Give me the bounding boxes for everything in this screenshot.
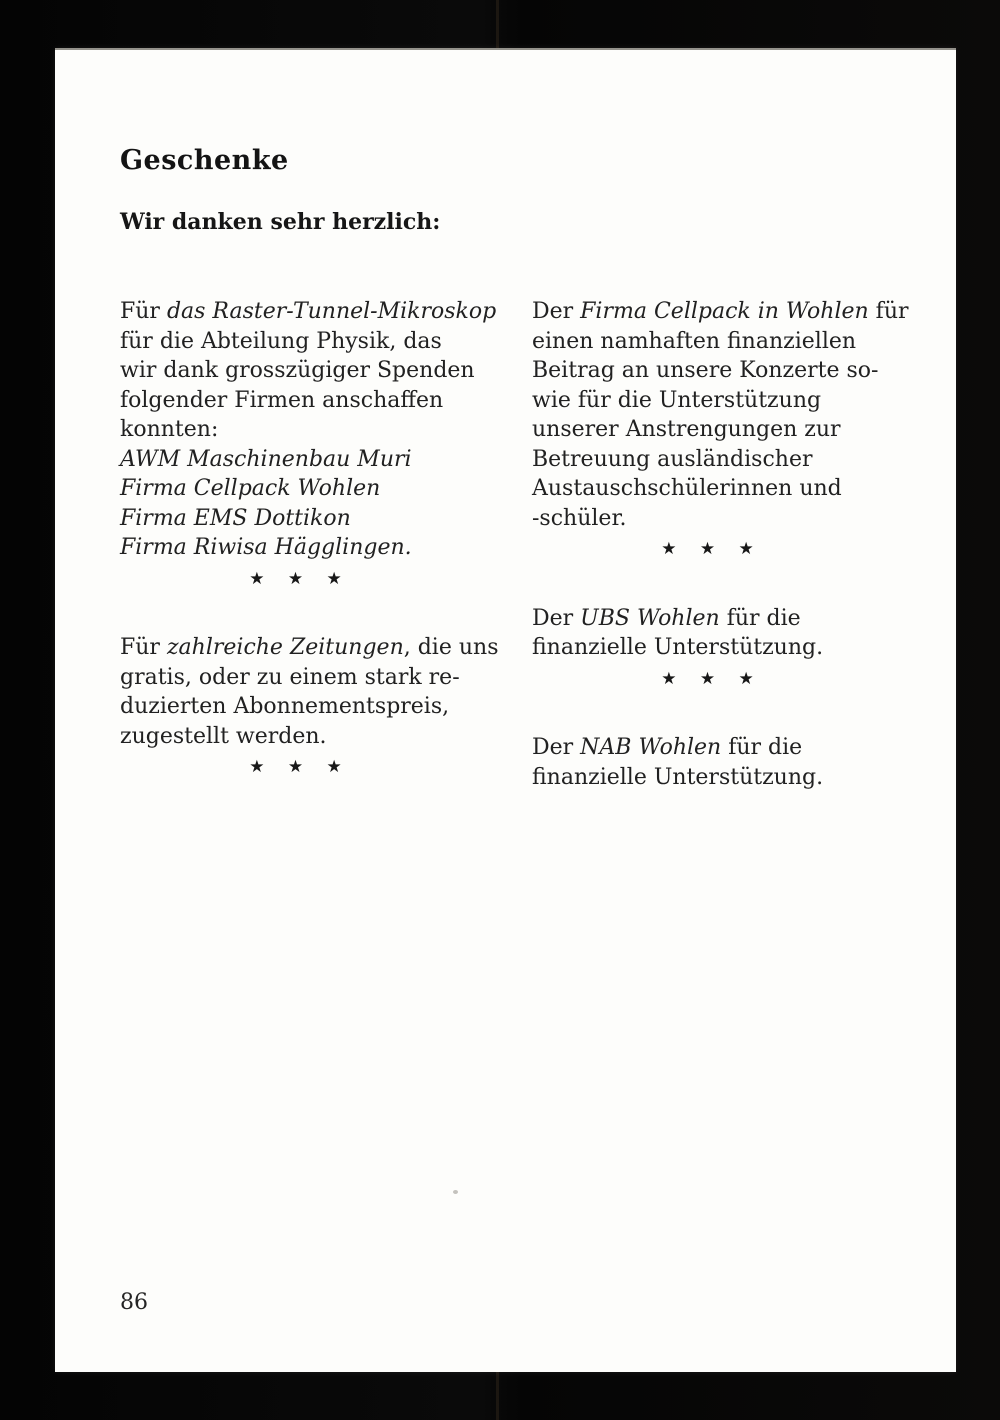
paragraph-line [532,327,934,357]
text-segment: folgender Firmen anschaffen [120,387,444,413]
text-segment: Austauschschülerinnen und [532,476,842,501]
paragraph-line [120,633,522,663]
paragraph-line [120,297,522,327]
text-segment: einen namhaften finanziellen [532,328,857,354]
text-segment: Der [532,735,581,760]
text-segment: wir dank grosszügiger Spenden [120,358,475,383]
paragraph-line [532,386,934,416]
text-segment: Der [532,605,581,631]
text-segment: -schüler. [532,505,627,531]
text-segment: wie für die Unterstützung [532,387,822,413]
paragraph-ubs [532,604,934,663]
paragraph-line [120,504,522,534]
right-text-column [532,297,934,792]
page-number: 86 [120,1290,148,1315]
scan-speck [453,1190,458,1194]
paragraph-nab [532,733,934,792]
text-segment: finanzielle Unterstützung. [532,635,824,660]
text-segment: Betreuung ausländischer [532,446,813,472]
paragraph-line [532,763,934,793]
stars-separator: ★ ★ ★ [661,539,763,559]
text-segment: unserer Anstrengungen zur [532,417,841,442]
text-segment: für die [721,735,803,760]
italic-text-segment: Firma Cellpack Wohlen [120,476,381,501]
italic-text-segment: Firma Riwisa Hägglingen. [120,535,412,560]
document-page [55,48,956,1372]
paragraph-newspapers [120,633,522,751]
stars-separator: ★ ★ ★ [661,668,763,689]
text-segment: finanzielle Unterstützung. [532,764,824,790]
paragraph-line [120,663,522,693]
paragraph-line [532,297,934,327]
paragraph-line [532,604,934,634]
paragraph-line [120,722,522,752]
text-segment: Der [532,299,581,324]
stars-separator: ★ ★ ★ [249,757,351,777]
page-subtitle: Wir danken sehr herzlich: [120,209,441,235]
paragraph-line [532,504,934,534]
text-segment: duzierten Abonnementspreis, [120,694,450,719]
text-segment: konnten: [120,417,219,442]
paragraph-line [532,356,934,386]
paragraph-line [120,533,522,563]
text-segment: für die Abteilung Physik, das [120,328,442,354]
left-text-column [120,297,522,822]
text-segment: Für [120,635,167,660]
paragraph-line [120,327,522,357]
italic-text-segment: NAB Wohlen [580,735,722,760]
paragraph-line [120,356,522,386]
italic-text-segment: Firma Cellpack in Wohlen [580,299,869,324]
paragraph-cellpack [532,297,934,533]
paragraph-line [120,474,522,504]
italic-text-segment: das Raster-Tunnel-Mikroskop [166,299,497,324]
paragraph-line [532,415,934,445]
text-segment: für die [719,605,801,631]
paragraph-line [532,474,934,504]
paragraph-line [120,415,522,445]
italic-text-segment: UBS Wohlen [580,605,720,631]
text-segment: für [868,299,909,324]
page-title: Geschenke [120,145,289,176]
paragraph-microscope-donors [120,297,522,563]
stars-separator: ★ ★ ★ [249,568,351,589]
paragraph-line [120,445,522,475]
paragraph-line [532,633,934,663]
text-segment: zugestellt werden. [120,723,327,749]
text-segment: gratis, oder zu einem stark re- [120,664,460,690]
text-segment: Beitrag an unsere Konzerte so- [532,358,879,383]
paragraph-line [120,386,522,416]
text-segment: Für [120,299,167,324]
italic-text-segment: AWM Maschinenbau Muri [120,446,412,472]
italic-text-segment: Firma EMS Dottikon [120,505,351,531]
italic-text-segment: zahlreiche Zeitungen [166,635,404,660]
paragraph-line [120,692,522,722]
paragraph-line [532,445,934,475]
text-segment: , die uns [403,635,499,660]
paragraph-line [532,733,934,763]
